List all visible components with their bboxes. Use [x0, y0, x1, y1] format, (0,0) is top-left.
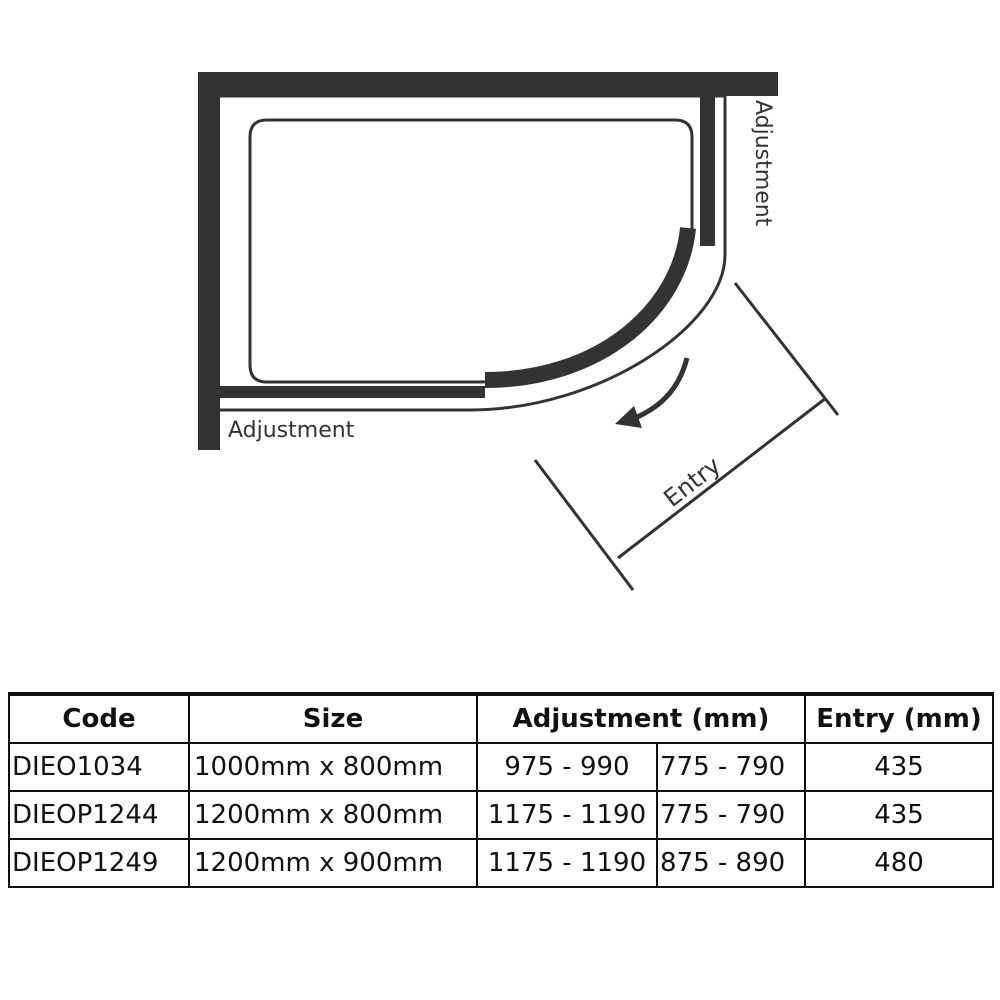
- adjustment-side-label: Adjustment: [750, 100, 775, 227]
- arrow-head: [615, 406, 642, 428]
- cell-entry: 435: [805, 743, 993, 791]
- tray-outline: [220, 96, 725, 410]
- header-adjustment: Adjustment (mm): [477, 694, 805, 743]
- wall-top: [198, 72, 778, 96]
- header-code: Code: [9, 694, 189, 743]
- cell-code: DIEO1034: [9, 743, 189, 791]
- cell-code: DIEOP1249: [9, 839, 189, 887]
- table-row: [9, 743, 993, 791]
- cell-size: 1000mm x 800mm: [189, 743, 477, 791]
- fixed-panel-bottom: [220, 386, 485, 398]
- sliding-door: [485, 228, 688, 380]
- table-header-row: [9, 694, 993, 743]
- cell-size: 1200mm x 900mm: [189, 839, 477, 887]
- cell-code: DIEOP1244: [9, 791, 189, 839]
- cell-entry: 480: [805, 839, 993, 887]
- adjustment-bottom-label: Adjustment: [228, 418, 355, 443]
- cell-adjustment-width: 1175 - 1190: [477, 839, 657, 887]
- table-row: [9, 791, 993, 839]
- entry-label: Entry: [658, 451, 727, 513]
- header-entry: Entry (mm): [805, 694, 993, 743]
- header-size: Size: [189, 694, 477, 743]
- wall-left: [198, 72, 220, 450]
- cell-adjustment-depth: 875 - 890: [657, 839, 805, 887]
- cell-adjustment-width: 1175 - 1190: [477, 791, 657, 839]
- cell-adjustment-depth: 775 - 790: [657, 743, 805, 791]
- cell-size: 1200mm x 800mm: [189, 791, 477, 839]
- entry-extension-left: [535, 460, 633, 590]
- cell-adjustment-width: 975 - 990: [477, 743, 657, 791]
- cell-adjustment-depth: 775 - 790: [657, 791, 805, 839]
- curved-arrow-icon: [635, 358, 687, 418]
- fixed-panel-side: [700, 96, 715, 246]
- entry-extension-right: [735, 283, 838, 415]
- cell-entry: 435: [805, 791, 993, 839]
- table-row: [9, 839, 993, 887]
- product-spec-table: [8, 692, 994, 888]
- entry-dimension-line: [618, 398, 826, 558]
